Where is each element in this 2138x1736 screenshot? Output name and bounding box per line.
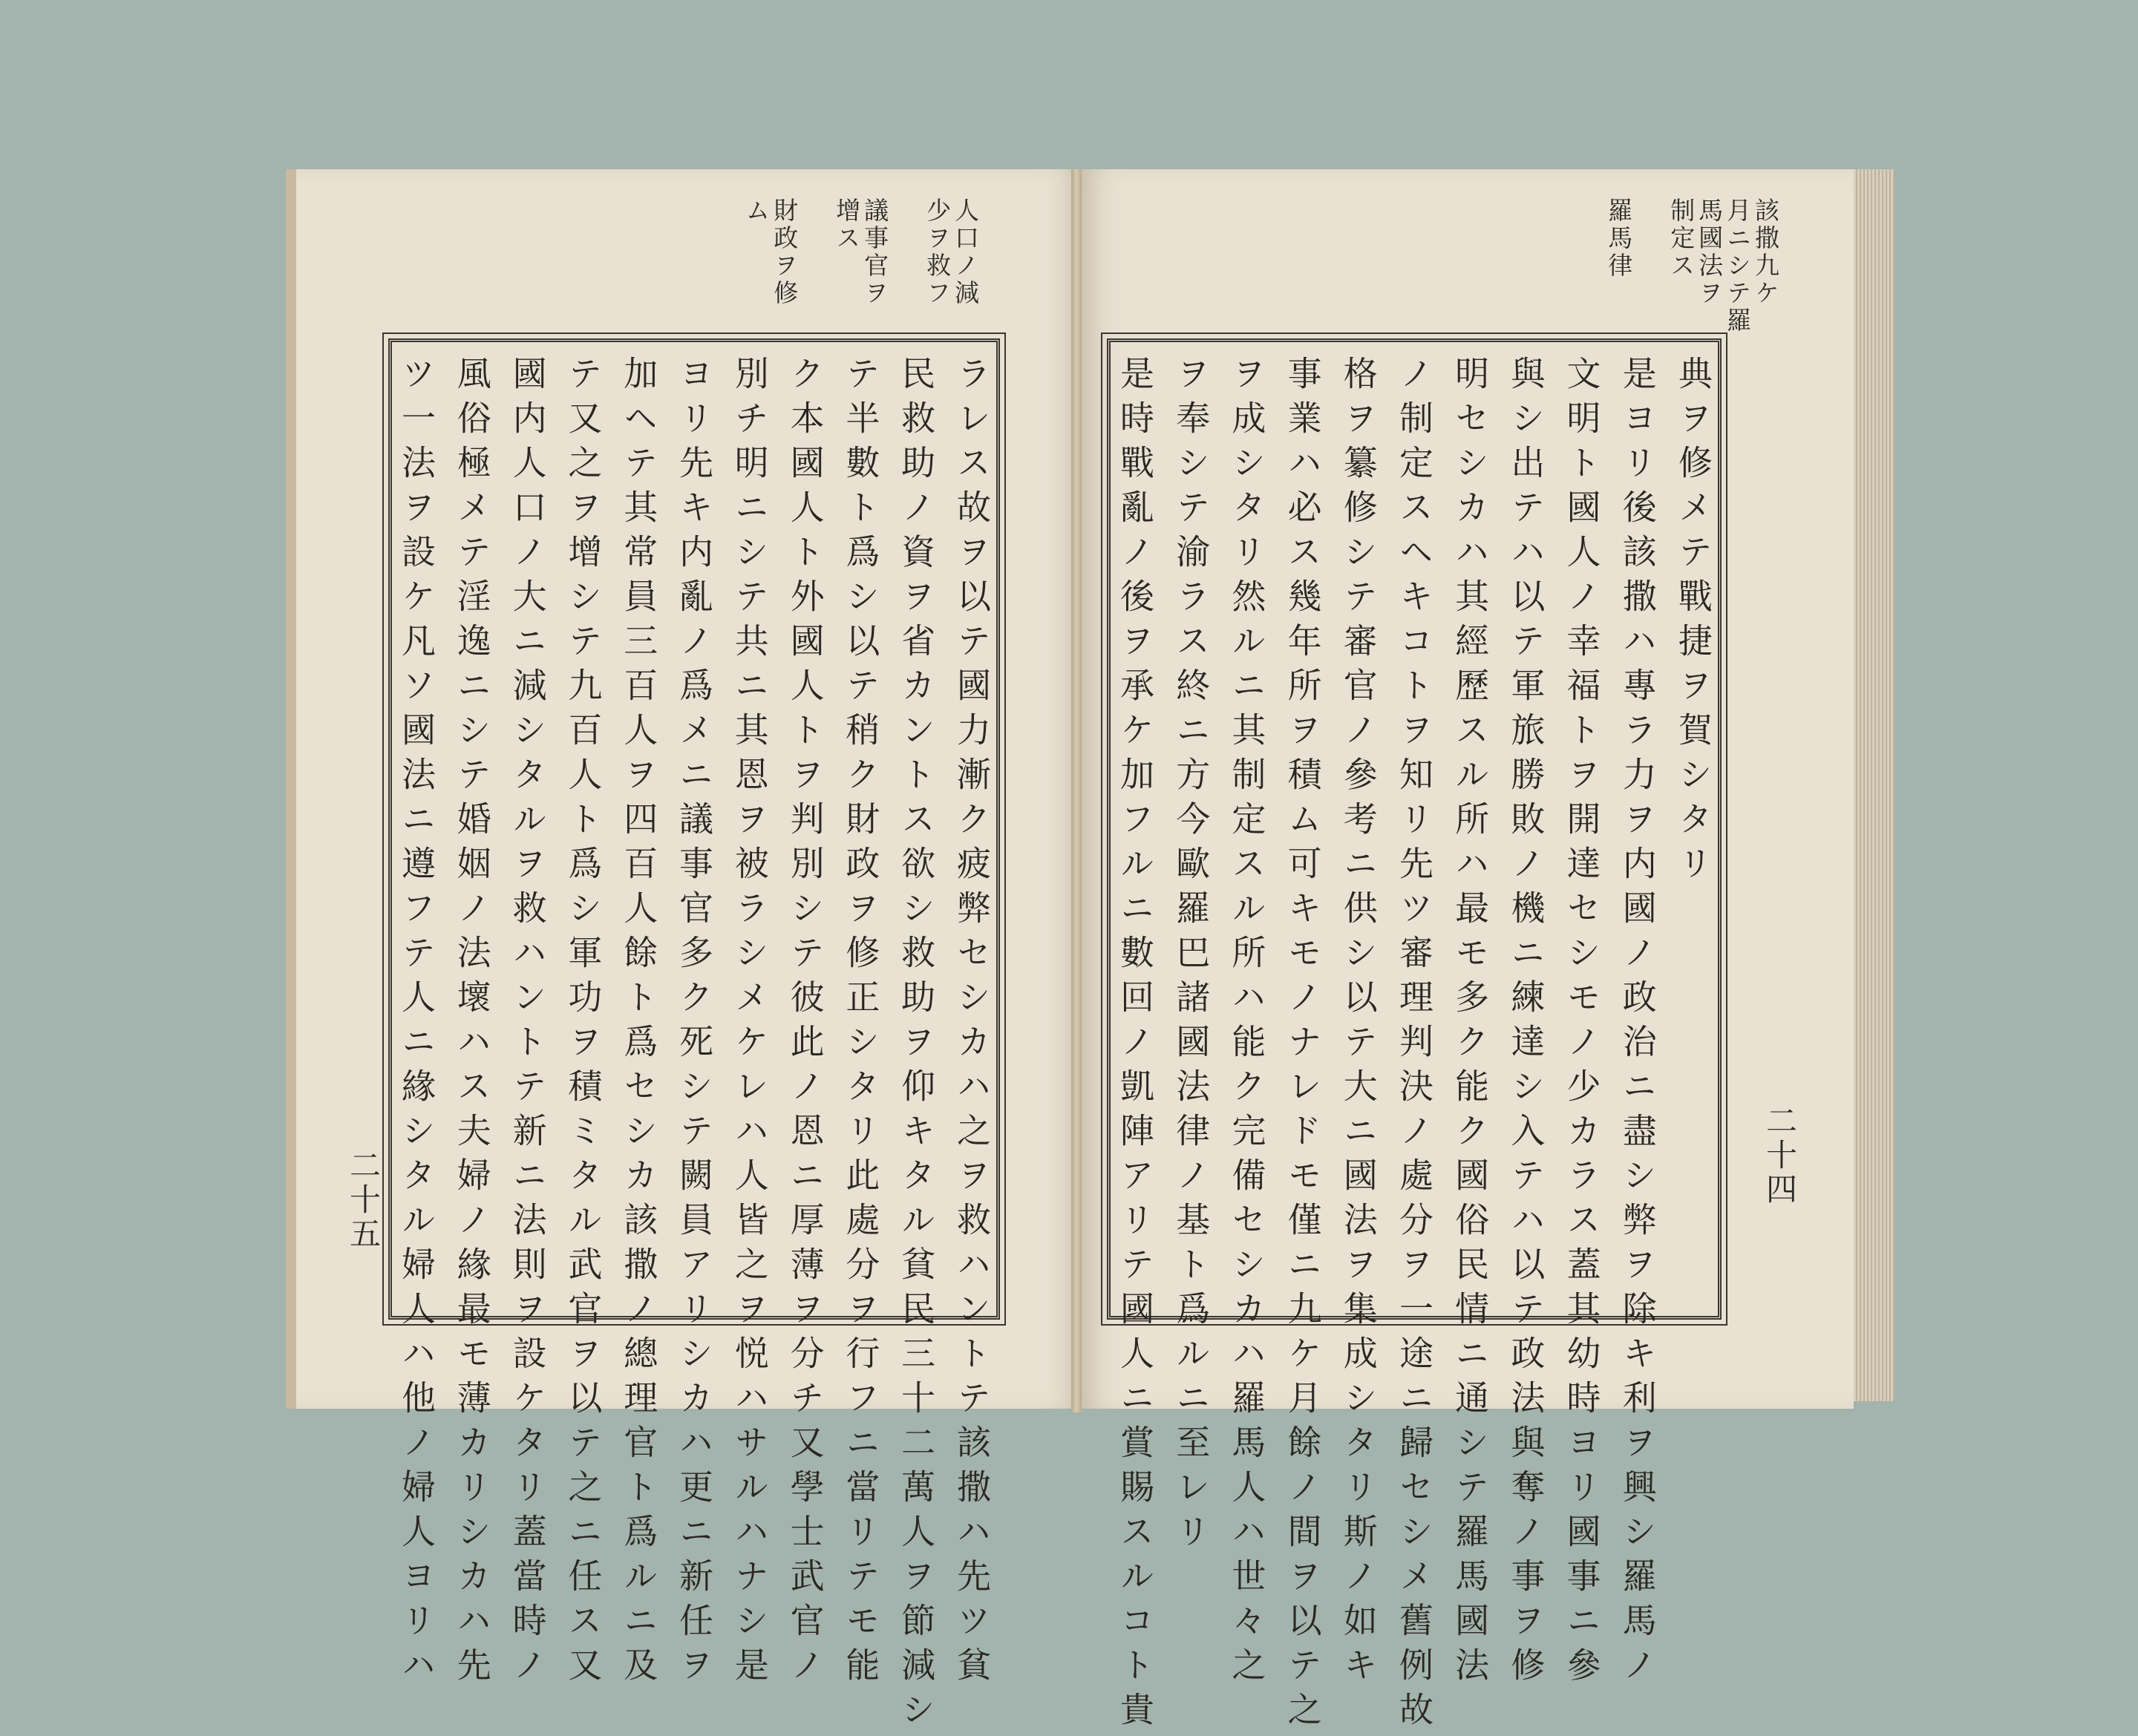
right-text-frame <box>1107 338 1722 1736</box>
text-column: 明セシカハ其經歷スル所ハ最モ多ク能ク國俗民情ニ通シテ羅馬國法 <box>1450 356 1491 1691</box>
text-column: ツ一法ヲ設ケ凡ソ國法ニ遵フテ人ニ緣シタル婦人ハ他ノ婦人ヨリハ <box>396 356 437 1691</box>
text-column: 事業ハ必ス幾年所ヲ積ム可キモノナレドモ僅ニ九ケ月餘ノ間ヲ以テ之 <box>1282 356 1323 1736</box>
text-column: 民救助ノ資ヲ省カントス欲シ救助ヲ仰キタル貧民三十二萬人ヲ節減シ <box>896 356 937 1736</box>
open-book <box>286 169 1900 1736</box>
text-column: 別チ明ニシテ共ニ其恩ヲ被ラシメケレハ人皆之ヲ悦ハサルハナシ是 <box>729 356 770 1691</box>
text-column: 與シ出テハ以テ軍旅勝敗ノ機ニ練達シ入テハ以テ政法與奪ノ事ヲ修 <box>1506 356 1546 1691</box>
right-page <box>1082 169 1854 1736</box>
text-column: テ半數ト爲シ以テ稍ク財政ヲ修正シタリ此處分ヲ行フニ當リテモ能 <box>840 356 881 1691</box>
text-column: 文明ト國人ノ幸福トヲ開達セシモノ少カラス蓋其幼時ヨリ國事ニ參 <box>1561 356 1602 1691</box>
page-edges <box>1854 169 1895 1401</box>
text-column: ヲ奉シテ渝ラス終ニ方今歐羅巴諸國法律ノ基ト爲ルニ至レリ <box>1171 356 1212 1558</box>
text-column: 格ヲ纂修シテ審官ノ參考ニ供シ以テ大ニ國法ヲ集成シタリ斯ノ如キ <box>1338 356 1379 1691</box>
margin-note: 人口ノ減 少ヲ救フ <box>923 197 980 307</box>
page-number: 二十五 <box>345 1149 382 1251</box>
page-number: 二十四 <box>1762 1104 1798 1207</box>
margin-note: 羅馬律 <box>1604 197 1634 280</box>
left-text-frame <box>388 338 1000 1736</box>
text-column: ラレス故ヲ以テ國力漸ク疲弊セシカハ之ヲ救ハントテ該撒ハ先ツ貧 <box>951 356 992 1691</box>
text-column: ク本國人ト外國人トヲ判別シテ彼此ノ恩ニ厚薄ヲ分チ又學士武官ノ <box>785 356 826 1691</box>
margin-note: 財政ヲ修 ム <box>742 197 800 307</box>
text-column: 是時戰亂ノ後ヲ承ケ加フルニ數回ノ凱陣アリテ國人ニ賞賜スルコト貴 <box>1115 356 1155 1736</box>
left-page <box>286 169 1082 1736</box>
text-column: ヲ成シタリ然ルニ其制定スル所ハ能ク完備セシカハ羅馬人ハ世々之 <box>1226 356 1267 1691</box>
right-margin-notes <box>1453 197 1779 335</box>
margin-note: 該撒九ケ 月ニシテ羅 馬國法ヲ 制定ス <box>1667 197 1780 335</box>
text-column: 風俗極メテ淫逸ニシテ婚姻ノ法壞ハス夫婦ノ緣最モ薄カリシカハ先 <box>451 356 492 1691</box>
text-column: 加ヘテ其常員三百人ヲ四百人餘ト爲セシカ該撒ノ總理官ト爲ルニ及 <box>618 356 659 1691</box>
text-column: 典ヲ修メテ戰捷ヲ賀シタリ <box>1673 356 1713 890</box>
book-gutter <box>1071 169 1082 1412</box>
text-column: ノ制定スヘキコトヲ知リ先ツ審理判決ノ處分ヲ一途ニ歸セシメ舊例故 <box>1393 356 1434 1736</box>
left-margin-notes <box>393 197 979 307</box>
text-column: テ又之ヲ增シテ九百人ト爲シ軍功ヲ積ミタル武官ヲ以テ之ニ任ス又 <box>563 356 604 1691</box>
text-column: 是ヨリ後該撒ハ專ラ力ヲ内國ノ政治ニ盡シ弊ヲ除キ利ヲ興シ羅馬ノ <box>1617 356 1658 1691</box>
text-column: 國内人口ノ大ニ減シタルヲ救ハントテ新ニ法則ヲ設ケタリ蓋當時ノ <box>507 356 548 1691</box>
text-column: ヨリ先キ内亂ノ爲メニ議事官多ク死シテ闕員アリシカハ更ニ新任ヲ <box>673 356 714 1691</box>
margin-note: 議事官ヲ 增ス <box>832 197 890 307</box>
